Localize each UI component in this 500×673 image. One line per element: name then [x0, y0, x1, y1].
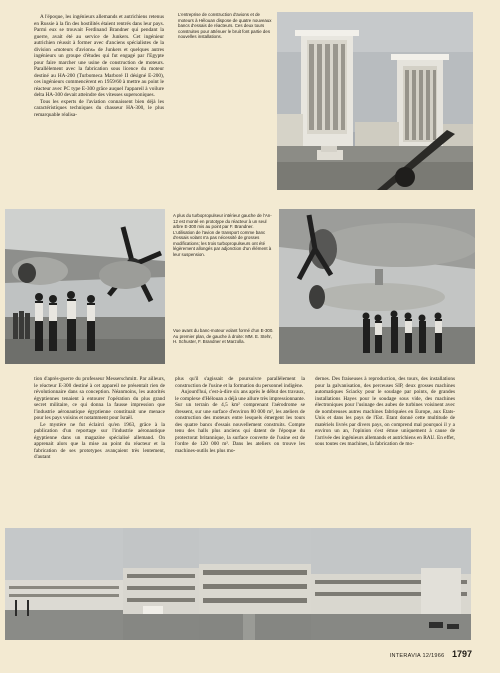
factory-panorama-photo-1: [5, 528, 123, 640]
group-caption: Vue avant du banc-moteur volant formé d'un E-300. Au premier plan, de gauche à droite: MM. E. Stehr, H. Schuster, F. Brandner et Marzolla.: [173, 328, 274, 344]
page-footer: [390, 644, 472, 662]
factory-caption: L'entreprise de construction d'avions et de moteurs à Hélouan dispose de quatre nouveaux bancs d'essais de réacteurs. Ces deux tours construites pour atténuer le bruit font partie des nouvelles installations.: [178, 12, 272, 39]
paragraph: A l'époque, les ingénieurs allemands et autrichiens retenus en Russie à la fin des hostilités étaient rentrés dans leur pays. Parmi eux se trouvait Ferdinand Brandner qui pendant la guerre, avait été au service de Junkers. Cet ingénieur autrichien réussit à former avec d'anciens spécialistes de la division «moteurs d'avions» de Junkers et quelques autres ingénieurs un groupe d'études qui fut engagé par l'Egypte pour faire marcher une usine de construction de moteurs. Parallèlement avec la fabrication sous licence du moteur destiné au HA-200 (Turbomeca Marboré II désigné E-200), ces ingénieurs commencèrent en 1959/60 à mettre au point le réacteur avec PC type E-300 grâce auquel l'appareil à voilure delta HA-300 devait atteindre des vitesses supersoniques.: [34, 14, 164, 98]
paragraph: tion d'après-guerre du professeur Messerschmitt. Par ailleurs, le réacteur E-300 destiné à cet appareil ne présentait rien de révolutionnaire dans sa conception. Néanmoins, les autorités égyptiennes tenaient à entourer l'opération du plus grand secret militaire, ce qui donna la fausse impression que l'industrie aéronautique égyptienne constituait une menace pour les pays voisins et notamment pour Israël.: [34, 376, 165, 421]
paragraph: Aujourd'hui, c'est-à-dire six ans après le début des travaux, le complexe d'Hélouan a déjà une allure très impressionnante. Sur un terrain de 4,5 km² comprenant l'aérodrome se dressent, sur une surface d'environ 80 000 m², les ateliers de construction des moteurs entre lesquels émergent les tours des quatre bancs d'essais nouvellement construits. Compte tenu des halls plus anciens qui datent de l'époque du protectorat britannique, la surface couverte de l'usine est de l'ordre de 120 000 m². Dans les ateliers on trouve les machines-outils les plus mo-: [175, 389, 305, 454]
article-column-1-bottom: [34, 376, 165, 461]
factory-panorama-photo-4: [311, 528, 471, 640]
page-number: 1797: [451, 649, 472, 659]
an12-flying-testbed-photo: [5, 209, 165, 364]
factory-panorama-photo-2: [123, 528, 199, 640]
factory-test-towers-photo: [277, 12, 473, 190]
article-column-1-top: [34, 14, 164, 118]
e300-engine-under-wing-photo: [279, 209, 475, 364]
paragraph: Tous les experts de l'aviation connaissent bien déjà les caractéristiques techniques du chasseur HA-300, le plus remarquable réalisa-: [34, 98, 164, 118]
paragraph: plus qu'il s'agissait de poursuivre parallèlement la construction de l'usine et la formation du personnel indigène.: [175, 376, 305, 389]
article-column-3: [315, 376, 455, 448]
journal-issue: INTERAVIA 12/1966: [389, 653, 445, 659]
turboprop-caption: A plus du turbopropulseur intérieur gauche de l'An-12 est monté en prototype du réacteur à un seul arbre E-300 mis au point par F. Brandner. L'utilisation de l'avion de transport comme banc d'essais volant n'a pas nécessité de grosses modifications; les trois turbopropulseurs ont été légèrement allongés par adjonction d'un élément à leur suspension.: [173, 213, 272, 257]
paragraph: Le mystère ne fut éclairci qu'en 1963, grâce à la publication d'un reportage sur l'industrie aéronautique égyptienne dans un magazine spécialisé allemand. On apprenait alors que la mise au point du réacteur et la fabrication de ses prototypes avançaient très lentement, d'autant: [34, 421, 165, 460]
article-column-2: [175, 376, 305, 454]
paragraph: dernes. Des fraiseuses à reproduction, des tours, des installations pour la galvanisation, des perceuses SIP, deux grosses machines automatiques Sciacky pour le soudage par points, de grandes installations Hayes pour le soudage sous vide, des machines électroniques pour l'usinage des aubes de turbines voisinent avec de nombreuses autres machines fabriquées en Europe, aux Etats-Unis et dans les pays de l'Est. Etant donné cette multitude de matériels livrés par divers pays, on comprend mal pourquoi il y a environ un an, l'opinion s'est émue uniquement à cause de l'arrivée des ingénieurs allemands et autrichiens en RAU. En effet, sous toutes ces machines, la fabrication de mo-: [315, 376, 455, 447]
factory-panorama-photo-3: [199, 528, 311, 640]
